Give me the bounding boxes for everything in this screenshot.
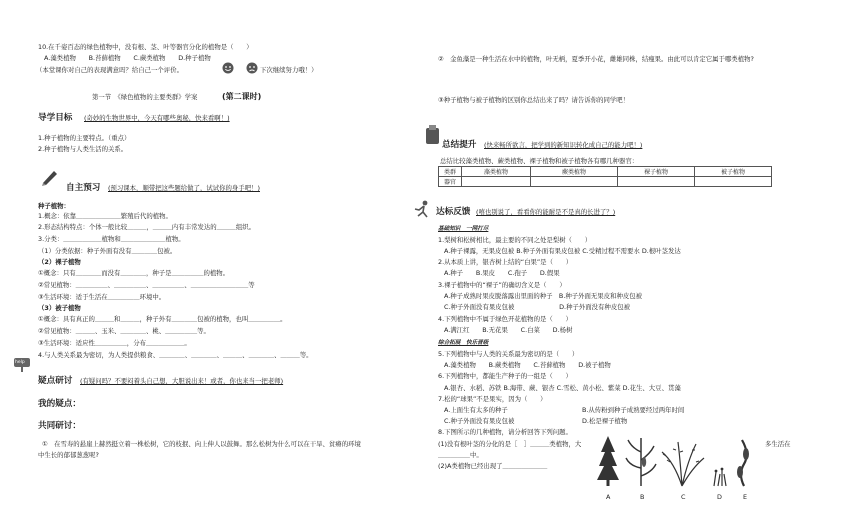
- summary-heading: 总结提升: [442, 140, 477, 150]
- gymnosperm-examples: ②常见植物：＿＿＿＿＿、＿＿＿＿＿、＿＿＿＿＿、＿＿＿＿＿＿＿＿＿等: [38, 281, 255, 289]
- question-8-part-1: (1)没有根叶茎的分化的是［ ］＿＿＿类植物，大: [438, 440, 582, 448]
- angiosperm-habitat: ③生活环境：适应性＿＿＿＿＿，分布＿＿＿＿＿＿。: [38, 339, 191, 347]
- question-8: 8.下图所示的几种植物，请分析回答下列问题。: [438, 428, 572, 436]
- goal-subtitle: (奇妙的生物世界中，今天有哪些奥秘，快来看啊！): [84, 114, 230, 122]
- figure-label-a: A: [606, 493, 611, 501]
- gymnosperm-title: （2）裸子植物: [38, 258, 81, 266]
- plant-figure: [596, 432, 758, 494]
- plant-e-alga: [737, 440, 749, 486]
- table-cell[interactable]: [695, 177, 772, 187]
- seed-concept: 1.概念：依靠＿＿＿＿＿＿＿繁殖后代的植物。: [38, 212, 172, 220]
- table-cell: 器官: [439, 177, 462, 187]
- table-header-cell: 裸子植物: [618, 167, 695, 177]
- question-10-options: A.藻类植物 B.苔藓植物 C.蕨类植物 D.种子植物: [44, 54, 211, 62]
- table-header-cell: 类群: [439, 167, 462, 177]
- section-title: 第一节 《绿色植物的主要类群》学案: [92, 93, 198, 101]
- seed-plants-title: 种子植物：: [38, 202, 70, 210]
- question-4-options: A.满江红 B.无花果 C.白菜 D.杨树: [444, 326, 573, 334]
- question-2-options: A.种子 B.果皮 C.孢子 D.假果: [444, 269, 560, 277]
- question-6-options: A.银杏、水稻、苏铁 B.海带、蕨、银杏 C.雪松、黄小松、紫菜 D.花生、大豆、贯藻: [444, 384, 681, 392]
- joint-discussion-label: 共同研讨：: [38, 421, 81, 431]
- feedback-heading: 达标反馈: [436, 207, 471, 217]
- goal-item-2: 2.种子植物与人类生活的关系。: [38, 145, 128, 153]
- angiosperm-examples: ②常见植物：＿＿＿、玉米、＿＿＿＿、桃、＿＿＿＿＿等。: [38, 327, 210, 335]
- table-header-row: [439, 167, 772, 177]
- discussion-subtitle: (有疑问吗？不要闷着头自己想，大胆说出来！或者，你也来当一把老师): [80, 377, 284, 385]
- gymnosperm-habitat: ③生活环境：适于生活在＿＿＿＿＿环境中。: [38, 293, 166, 301]
- question-8-part-2: (2)A类植物已经出现了＿＿＿＿＿＿＿: [438, 462, 548, 470]
- gymnosperm-concept: ①概念：只有＿＿＿＿而没有＿＿＿＿，种子是＿＿＿＿＿的植物。: [38, 269, 230, 277]
- discussion-item-3: ③种子植物与被子植物的区别你总结出来了吗？请告诉你的同学吧！: [438, 96, 630, 104]
- question-7-option-d: D.松是裸子植物: [582, 417, 628, 425]
- preview-heading: 自主预习: [66, 183, 101, 193]
- pencil-icon: [40, 167, 60, 187]
- my-doubt-label: 我的疑点：: [38, 399, 81, 409]
- help-sign-label: help: [15, 360, 25, 365]
- self-evaluation: （本堂课你对自己的表现满意吗？给自己一个评价。: [36, 66, 183, 74]
- question-8-part-1-end: 多生活在: [765, 440, 791, 448]
- goal-heading: 导学目标: [38, 113, 73, 123]
- question-7-option-c: C.种子外面没有果皮包被: [444, 417, 515, 425]
- extension-label: 综合拓展 快乐晋级: [438, 340, 489, 346]
- discussion-heading: 疑点研讨: [38, 376, 73, 386]
- figure-label-b: B: [640, 493, 645, 501]
- question-10: 10.在千姿百态的绿色植物中，没有根、茎、叶等器官分化的植物是（ ）: [38, 43, 253, 51]
- question-3-options-ab: A.种子成熟时果皮脱落露出里面的种子 B.种子外面无果皮和种皮包被: [444, 292, 643, 300]
- seed-structure: 2.形态结构特点：个体一般比较＿＿＿，＿＿＿内有丰常发达的＿＿＿组织。: [38, 223, 255, 231]
- seed-classification: 3.分类：＿＿＿＿＿＿植物和＿＿＿＿＿＿＿植物。: [38, 235, 185, 243]
- smile-face-icon: [222, 62, 234, 74]
- table-cell[interactable]: [618, 177, 695, 187]
- question-3-options-cd: C.种子外面没有果皮包被 D.种子外面没有种皮包被: [444, 303, 630, 311]
- question-4: 4.下列植物中不属于绿色开花植物的是（ ）: [438, 315, 572, 323]
- table-header-cell: 藻类植物: [462, 167, 531, 177]
- plant-b-corn: [626, 438, 656, 486]
- human-relation: 4.与人类关系最为密切，为人类提供粮食、＿＿＿＿、＿＿＿＿、＿＿＿、＿＿＿＿、＿＿＿等。: [38, 351, 313, 359]
- plant-c-fern: [662, 442, 704, 486]
- question-8-part-1-cont: ＿＿＿＿＿中。: [438, 451, 483, 459]
- question-7: 7.松的“球果”不是果实，因为（ ）: [438, 395, 547, 403]
- plant-a-pine: [597, 436, 619, 486]
- sad-face-icon: [246, 62, 258, 74]
- goal-item-1: 1.种子植物的主要特点。（重点）: [38, 134, 131, 142]
- question-6: 6.下列植物中，都能生产种子的一组是（ ）: [438, 372, 572, 380]
- section-title-lesson: (第二课时): [222, 92, 262, 101]
- running-figure-icon: [412, 200, 432, 218]
- question-5: 5.下列植物中与人类的关系最为密切的是（ ）: [438, 350, 579, 358]
- table-cell[interactable]: [462, 177, 531, 187]
- question-1-options: A.种子裸露，无果皮包被 B.种子外面有果皮包被 C.受精过程不需要水 D.根叶茎发达: [444, 247, 681, 255]
- table-cell[interactable]: [531, 177, 618, 187]
- summary-subtitle: (快来畅所欲言，把学到的新知识转化成自己的能力吧！): [484, 141, 643, 149]
- angiosperm-concept: ①概念：具有真正的＿＿＿和＿＿＿，种子外有＿＿＿＿包被的植物，也叫＿＿＿＿＿。: [38, 315, 287, 323]
- question-1: 1.梨树和松树相比，最主要的不同之处是梨树（ ）: [438, 236, 592, 244]
- question-5-options: A.藻类植物 B.蕨类植物 C.苔藓植物 D.被子植物: [444, 361, 611, 369]
- classification-basis: （1）分类依据：种子外面有没有＿＿＿＿包被。: [38, 247, 177, 255]
- summary-intro: 总结比较藻类植物、蕨类植物、裸子植物和被子植物各有哪几种器官：: [440, 157, 639, 165]
- angiosperm-title: （3）被子植物: [38, 304, 81, 312]
- table-header-cell: 蕨类植物: [531, 167, 618, 177]
- figure-label-d: D: [717, 493, 722, 501]
- table-row: [439, 177, 772, 187]
- basic-knowledge-label: 基础知识 一网打尽: [438, 226, 489, 232]
- question-2: 2.从本质上讲，银杏树上结的“白果”是（ ）: [438, 258, 573, 266]
- table-header-cell: 被子植物: [695, 167, 772, 177]
- feedback-subtitle: (嘻也别说了，看看你的能耐是不是真的长进了？): [476, 208, 616, 216]
- figure-label-e: E: [743, 493, 748, 501]
- discussion-item-2: ② 金鱼藻是一种生活在水中的植物，叶无柄，夏季开小花，雌雄同株，结瘦果。由此可以肯定它属于哪类植物?: [438, 55, 754, 63]
- figure-label-c: C: [681, 493, 686, 501]
- discussion-item-1: ① 在雪寿的悬崖上赫然挺立着一株松树，它的枝抿、向上伸人以鼓舞。那么松树为什么可以在干旱、贫瘠的环境: [42, 440, 361, 448]
- book-icon: [424, 124, 442, 146]
- self-evaluation-end: 下次继续努力哦！）: [260, 66, 318, 74]
- plant-d-moss: [714, 468, 726, 486]
- preview-subtitle: (预习课本，顺带把这些题给做了，试试你的身手吧！): [108, 184, 260, 192]
- organ-comparison-table: [438, 166, 772, 187]
- question-7-option-b: B.从传粉到种子成熟要经过两年时间: [582, 406, 685, 414]
- question-3: 3.裸子植物中的“裸子”的确切含义是（ ）: [438, 281, 566, 289]
- question-7-option-a: A.上面生有太多的种子: [444, 406, 508, 414]
- discussion-item-1-cont: 中生长的郁郁葱葱呢?: [38, 451, 99, 459]
